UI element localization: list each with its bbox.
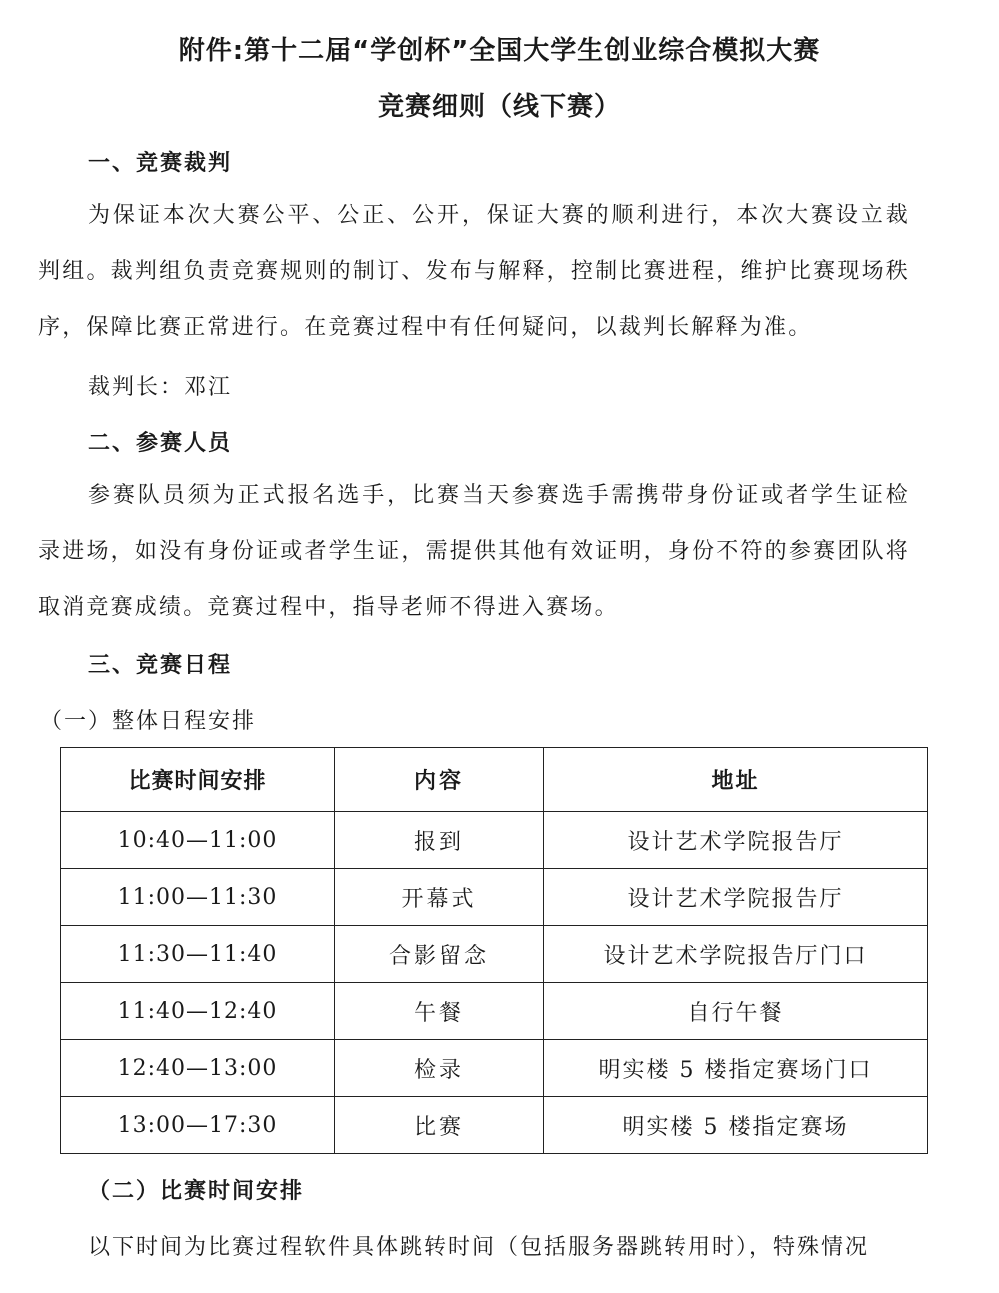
cell-time: 13:00—17:30 [61, 1097, 335, 1154]
document-title: 附件:第十二届“学创杯”全国大学生创业综合模拟大赛 [178, 36, 821, 66]
schedule-subheading-match: （二）比赛时间安排 [88, 1179, 305, 1204]
chief-referee: 裁判长：邓江 [88, 375, 233, 400]
table-row [61, 869, 928, 926]
header-time: 比赛时间安排 [61, 748, 335, 812]
cell-time: 12:40—13:00 [61, 1040, 335, 1097]
cell-address: 设计艺术学院报告厅 [544, 812, 928, 869]
cell-time: 10:40—11:00 [61, 812, 335, 869]
cell-content: 开幕式 [335, 869, 544, 926]
cell-address: 自行午餐 [544, 983, 928, 1040]
table-row [61, 1040, 928, 1097]
match-time-text: 以下时间为比赛过程软件具体跳转时间（包括服务器跳转用时），特殊情况 [88, 1235, 870, 1260]
participants-paragraph: 参赛队员须为正式报名选手，比赛当天参赛选手需携带身份证或者学生证检录进场，如没有身份证或者学生证，需提供其他有效证明，身份不符的参赛团队将取消竞赛成绩。竞赛过程中，指导老师不得进入赛场。 [38, 483, 910, 620]
header-address: 地址 [544, 748, 928, 812]
document-subtitle: 竞赛细则（线下赛） [377, 92, 621, 122]
cell-content: 检录 [335, 1040, 544, 1097]
table-row [61, 1097, 928, 1154]
schedule-subheading-overall: （一）整体日程安排 [40, 709, 257, 734]
cell-address: 设计艺术学院报告厅门口 [544, 926, 928, 983]
section-heading-referee: 一、竞赛裁判 [88, 151, 233, 176]
cell-time: 11:40—12:40 [61, 983, 335, 1040]
section-heading-participants: 二、参赛人员 [88, 431, 233, 456]
cell-time: 11:30—11:40 [61, 926, 335, 983]
table-row [61, 983, 928, 1040]
table-row [61, 926, 928, 983]
cell-address: 明实楼 5 楼指定赛场 [544, 1097, 928, 1154]
cell-content: 报到 [335, 812, 544, 869]
cell-address: 设计艺术学院报告厅 [544, 869, 928, 926]
section-heading-schedule: 三、竞赛日程 [88, 653, 233, 678]
cell-content: 比赛 [335, 1097, 544, 1154]
cell-content: 合影留念 [335, 926, 544, 983]
table-row [61, 812, 928, 869]
cell-address: 明实楼 5 楼指定赛场门口 [544, 1040, 928, 1097]
schedule-table [60, 747, 928, 1154]
cell-time: 11:00—11:30 [61, 869, 335, 926]
cell-content: 午餐 [335, 983, 544, 1040]
header-content: 内容 [335, 748, 544, 812]
table-header-row [61, 748, 928, 812]
referee-paragraph: 为保证本次大赛公平、公正、公开，保证大赛的顺利进行，本次大赛设立裁判组。裁判组负责竞赛规则的制订、发布与解释，控制比赛进程，维护比赛现场秩序，保障比赛正常进行。在竞赛过程中有任何疑问，以裁判长解释为准。 [38, 203, 910, 340]
